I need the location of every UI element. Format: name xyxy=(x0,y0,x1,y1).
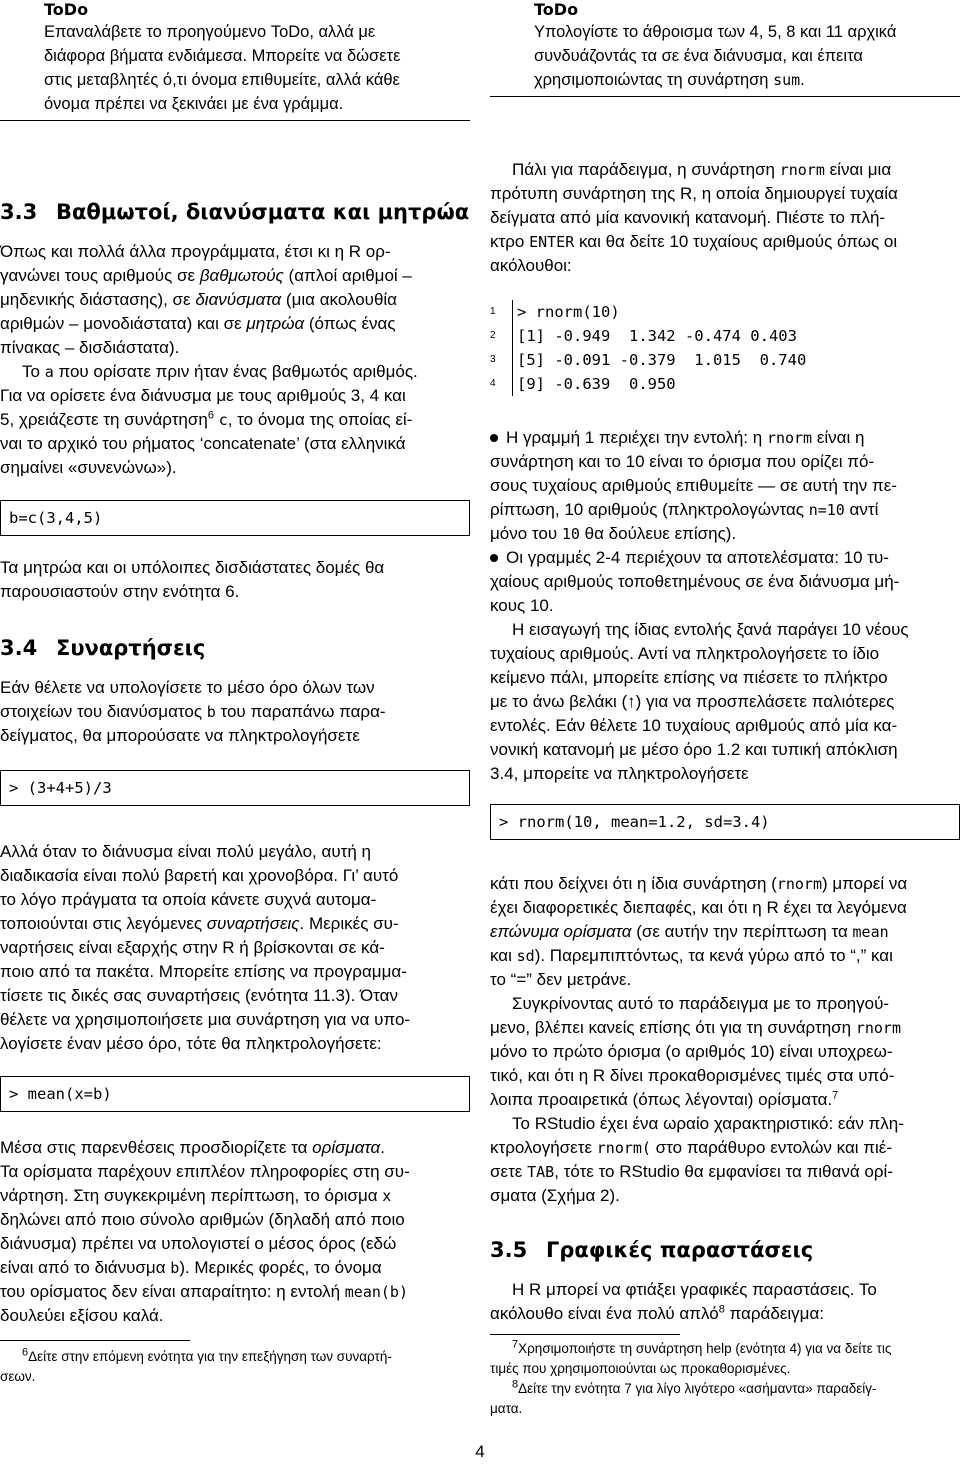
paragraph: Εάν θέλετε να υπολογίσετε το μέσο όρο όλων των στοιχείων του διανύσματος b του παραπάνω παρα- δείγματος, θα μπορούσατε να πληκτρολογήσετε xyxy=(0,678,386,745)
footnote-6: $^6$Δείτε στην επόμενη ενότητα για την επεξήγηση των συναρτή- σεων. xyxy=(0,1346,392,1384)
bullet-item: Η γραμμή 1 περιέχει την εντολή: η rnorm είναι η συνάρτηση και το 10 είναι το όρισμα που ορίζει πό- σους τυχαίους αριθμούς επιθυμείτε — σε αυτή την πε- ρίπτωση, 10 αριθμούς (πληκτρολογώντας n=10 αντί μόνο του 10 θα δούλευε επίσης). xyxy=(490,428,898,543)
paragraph: Η R μπορεί να φτιάξει γραφικές παραστάσεις. Το ακόλουθο είναι ένα πολύ απλό$^8$ παράδειγμα: xyxy=(490,1280,877,1323)
paragraph: Πάλι για παράδειγμα, η συνάρτηση rnorm είναι μια πρότυπη συνάρτηση της R, η οποία δημιουργεί τυχαία δείγματα από μία κανονική κατανομή. Πιέστε το πλή- κτρο ENTER και θα δείτε 10 τυχαίους αριθμούς όπως οι ακόλουθοι: xyxy=(490,160,898,275)
footnote-8: $^8$Δείτε την ενότητα 7 για λίγο λιγότερο «ασήμαντα» παραδείγ- ματα. xyxy=(490,1378,877,1416)
footnote-7: $^7$Χρησιμοποιήστε τη συνάρτηση help (ενότητα 4) για να δείτε τις τιμές που χρησιμοποιούνται ως προκαθορισμένες. xyxy=(490,1338,892,1376)
bullet-icon xyxy=(490,434,498,442)
bullet-icon xyxy=(490,554,498,562)
section-3-3 xyxy=(0,198,470,1387)
listing-line: 2 [1] -0.949 1.342 -0.474 0.403 xyxy=(490,324,960,348)
code-block: > rnorm(10, mean=1.2, sd=3.4) xyxy=(490,804,960,840)
code-listing xyxy=(490,300,960,396)
footnote-rule xyxy=(490,1334,680,1335)
footnote-rule xyxy=(0,1340,190,1341)
paragraph: Συγκρίνοντας αυτό το παράδειγμα με το προηγού- μενο, βλέπει κανείς επίσης ότι για τη συνάρτηση rnorm μόνο το πρώτο όρισμα (ο αριθμός 10) είναι υποχρεω- τικό, και ότι η R δίνει προκαθορισμένες τιμές στα υπό- λοιπα προαιρετικά (όπως λέγονται) ορίσματα.$^7$ xyxy=(490,994,901,1109)
section-heading: 3.5 Γραφικές παραστάσεις xyxy=(490,1238,814,1262)
footnote-ref: 6 xyxy=(207,409,214,422)
bullet-item: Οι γραμμές 2-4 περιέχουν τα αποτελέσματα: 10 τυ- χαίους αριθμούς τοποθετημένους σε ένα διάνυσμα μή- κους 10. xyxy=(490,548,900,615)
paragraph: κάτι που δείχνει ότι η ίδια συνάρτηση (rnorm) μπορεί να έχει διαφορετικές διεπαφές, και ότι η R έχει τα λεγόμενα επώνυμα ορίσματα (σε αυτήν την περίπτωση τα mean και sd). Παρεμπιπτόντως, τα κενά γύρω από το “,” και το “=” δεν μετράνε. xyxy=(490,874,908,989)
code-block: > (3+4+5)/3 xyxy=(0,770,470,806)
todo-title: ToDo xyxy=(534,0,579,19)
paragraph: Το a που ορίσατε πριν ήταν ένας βαθμωτός αριθμός. xyxy=(22,362,418,381)
todo-body: Επαναλάβετε το προηγούμενο ToDo, αλλά με διάφορα βήματα ενδιάμεσα. Μπορείτε να δώσετε στις μεταβλητές ό,τι όνομα επιθυμείτε, αλλά κάθε όνομα πρέπει να ξεκινάει με ένα γράμμα. xyxy=(44,23,401,113)
page-number: 4 xyxy=(475,1442,485,1461)
paragraph: Τα μητρώα και οι υπόλοιπες δισδιάστατες δομές θα παρουσιαστούν στην ενότητα 6. xyxy=(0,558,385,601)
section-heading: 3.4 Συναρτήσεις xyxy=(0,636,206,660)
section-heading: 3.3 Βαθμωτοί, διανύσματα και μητρώα xyxy=(0,200,470,224)
listing-line: 4 [9] -0.639 0.950 xyxy=(490,372,960,396)
paragraph: Για να ορίσετε ένα διάνυσμα με τους αριθμούς 3, 4 και 5, χρειάζεστε τη συνάρτηση$^6$ c, το όνομα της οποίας εί- ναι το αρχικό του ρήματος ‘concatenate’ (στα ελληνικά σημαίνει «συνενώνω»). xyxy=(0,386,413,477)
todo-box-right xyxy=(490,0,960,97)
paragraph: Η εισαγωγή της ίδιας εντολής ξανά παράγει 10 νέους τυχαίους αριθμούς. Αντί να πληκτρολογήσετε το ίδιο κείμενο πάλι, μπορείτε επίσης να πιέσετε το πλήκτρο με το άνω βελάκι (↑) για να προσπελάσετε παλιότερες εντολές. Εάν θέλετε 10 τυχαίους αριθμούς από μία κα- νονική κατανομή με μέσο όρο 1.2 και τυπική απόκλιση 3.4, μπορείτε να πληκτρολογήσετε xyxy=(490,620,909,783)
paragraph: Μέσα στις παρενθέσεις προσδιορίζετε τα ορίσματα. Τα ορίσματα παρέχουν επιπλέον πληροφορίες στη συ- νάρτηση. Στη συγκεκριμένη περίπτωση, το όρισμα x δηλώνει από ποιο σύνολο αριθμών (δηλαδή από ποιο διάνυσμα) πρέπει να υπολογιστεί ο μέσος όρος (εδώ είναι από το διάνυσμα b). Μερικές φορές, το όνομα του ορίσματος δεν είναι απαραίτητο: η εντολή mean(b) δουλεύει εξίσου καλά. xyxy=(0,1138,410,1325)
code-block: > mean(x=b) xyxy=(0,1076,470,1112)
right-column xyxy=(490,158,960,1419)
todo-box-left xyxy=(0,0,470,121)
paragraph: Αλλά όταν το διάνυσμα είναι πολύ μεγάλο, αυτή η διαδικασία είναι πολύ βαρετή και χρονοβόρα. Γι’ αυτό το λόγο πράγματα τα οποία κάνετε συχνά αυτομα- τοποιούνται στις λεγόμενες συναρτήσεις. Μερικές συ- ναρτήσεις είναι εξαρχής στην R ή βρίσκονται σε κά- ποιο από τα πακέτα. Μπορείτε επίσης να προγραμμα- τίσετε τις δικές σας συναρτήσεις (ενότητα 11.3). Όταν θέλετε να χρησιμοποιήσετε μια συνάρτηση για να υπο- λογίσετε έναν μέσο όρο, τότε θα πληκτρολογήσετε: xyxy=(0,842,411,1053)
paragraph: Το RStudio έχει ένα ωραίο χαρακτηριστικό: εάν πλη- κτρολογήσετε rnorm( στο παράθυρο εντολών και πιέ- σετε TAB, τότε το RStudio θα εμφανίσει τα πιθανά ορί- σματα (Σχήμα 2). xyxy=(490,1114,904,1205)
listing-line: 3 [5] -0.091 -0.379 1.015 0.740 xyxy=(490,348,960,372)
footnote-ref: 8 xyxy=(718,1303,725,1316)
footnote-ref: 7 xyxy=(832,1089,839,1102)
todo-title: ToDo xyxy=(44,0,89,19)
paragraph: Όπως και πολλά άλλα προγράμματα, έτσι κι η R ορ- γανώνει τους αριθμούς σε βαθμωτούς (απλοί αριθμοί – μηδενικής διάστασης), σε διανύσματα (μια ακολουθία αριθμών – μονοδιάστατα) και σε μητρώα (όπως ένας πίνακας – δισδιάστατα). xyxy=(0,242,412,357)
todo-body: Υπολογίστε το άθροισμα των 4, 5, 8 και 11 αρχικά συνδυάζοντάς τα σε ένα διάνυσμα, και έπειτα χρησιμοποιώντας τη συνάρτηση sum. xyxy=(534,23,897,89)
code-block: b=c(3,4,5) xyxy=(0,500,470,536)
listing-line: 1 > rnorm(10) xyxy=(490,300,960,324)
